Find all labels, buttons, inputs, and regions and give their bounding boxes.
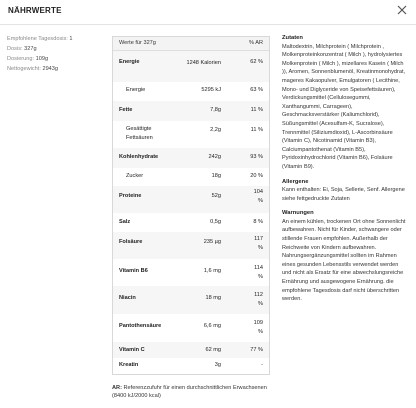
allergens-title: Allergene [282,178,309,185]
table-header [113,37,269,51]
table-row: Gesättigte Fettsäuren 2,2g 11 % [126,126,263,141]
table-row: Pantothensäure 6,6 mg 109 % [119,320,263,335]
modal-header [0,0,416,25]
table-row: Kreatin 3g - [119,362,263,368]
table-row: Fette 7,8g 11 % [113,101,269,121]
column-header-values: Werte für 327g [119,40,156,46]
table-row: Vitamin B6 1,6 mg 114 % [119,265,263,280]
table-row: Niacin 18 mg 112 % [113,286,269,314]
summary-row: Empfohlene Tagesdosis: 1 [7,36,73,42]
table-row: Salz 0,5g 8 % [119,219,263,225]
table-row: Vitamin C 62 mg 77 % [113,342,269,358]
ar-footnote: AR: Referenzzufuhr für einen durchschnittlichen Erwachsenen (8400 kJ/2000 kcal) [112,385,267,399]
table-row: Kohlenhydrate 242g 93 % [113,148,269,168]
modal-title: NÄHRWERTE [8,6,62,15]
nutrition-table [112,36,270,375]
warnings-title: Warnungen [282,210,314,217]
table-row: Folsäure 235 µg 117 % [113,232,269,259]
ingredients-title: Zutaten [282,35,303,41]
warnings-text: An einem kühlen, trockenen Ort ohne Sonnenlicht aufbewahren. Nicht für Kinder, schwangere oder stillende Frauen empfohlen. Außerhalb der Reichweite von Kindern aufbewahren. Nahrungsergänzungsmittel sollten im Rahmen eines gesunden Lebensstils verwendet werden und nicht als Ersatz für eine abwechslungsreiche Ernährung und ausgewogene Ernährung. die empfohlene Tagesdosis darf nicht überschritten werden. [282,218,406,303]
summary-row: Dosierung: 109g [7,56,49,62]
table-row: Energie 1248 Kalorien 62 % [113,51,269,82]
table-row: Proteine 52g 104 % [113,186,269,213]
column-header-ar: % AR [249,40,263,46]
allergens-text: Kann enthalten: Ei, Soja, Sellerie, Senf. Allergene siehe fettgedruckte Zutaten [282,187,405,202]
summary-row: Nettogewicht: 2943g [7,66,59,72]
table-row: Energie 5295 kJ 63 % [126,87,263,93]
close-icon[interactable] [396,4,408,16]
summary-row: Dosis: 327g [7,46,37,52]
table-row: Zucker 18g 20 % [126,173,263,179]
ingredients-text: Maltodextrin, Milchprotein ( Milchprotein , Molkenproteinkonzentrat ( Milch ), hydrolysiertes Molkenprotein ( Milch ), mizellares Kasein ( Milch )), Aromen, Sonnenblumenöl, Kreatinmonohydrat, mageres Kakaopulver, Emulgatoren ( Lecithine, Mono- und Diglyceride von Speisefettsäuren), Verdickungsmittel (Cellulosegummi, Xanthangummi, Carrageen), Geschmacksverstärker (Kaliumchlorid), Süßungsmittel (Acesulfam-K, Sucralose), Trennmittel (Siliziumdioxid), L-Ascorbinsäure (Vitamin C), Nicotinamid (Vitamin B3), Calciumpantothenat (Vitamin B5), Pyridoxinhydrochlorid (Vitamin B6), Folsäure (Vitamin B9). [282,43,406,170]
dosage-summary [7,34,107,74]
product-info [282,34,408,304]
